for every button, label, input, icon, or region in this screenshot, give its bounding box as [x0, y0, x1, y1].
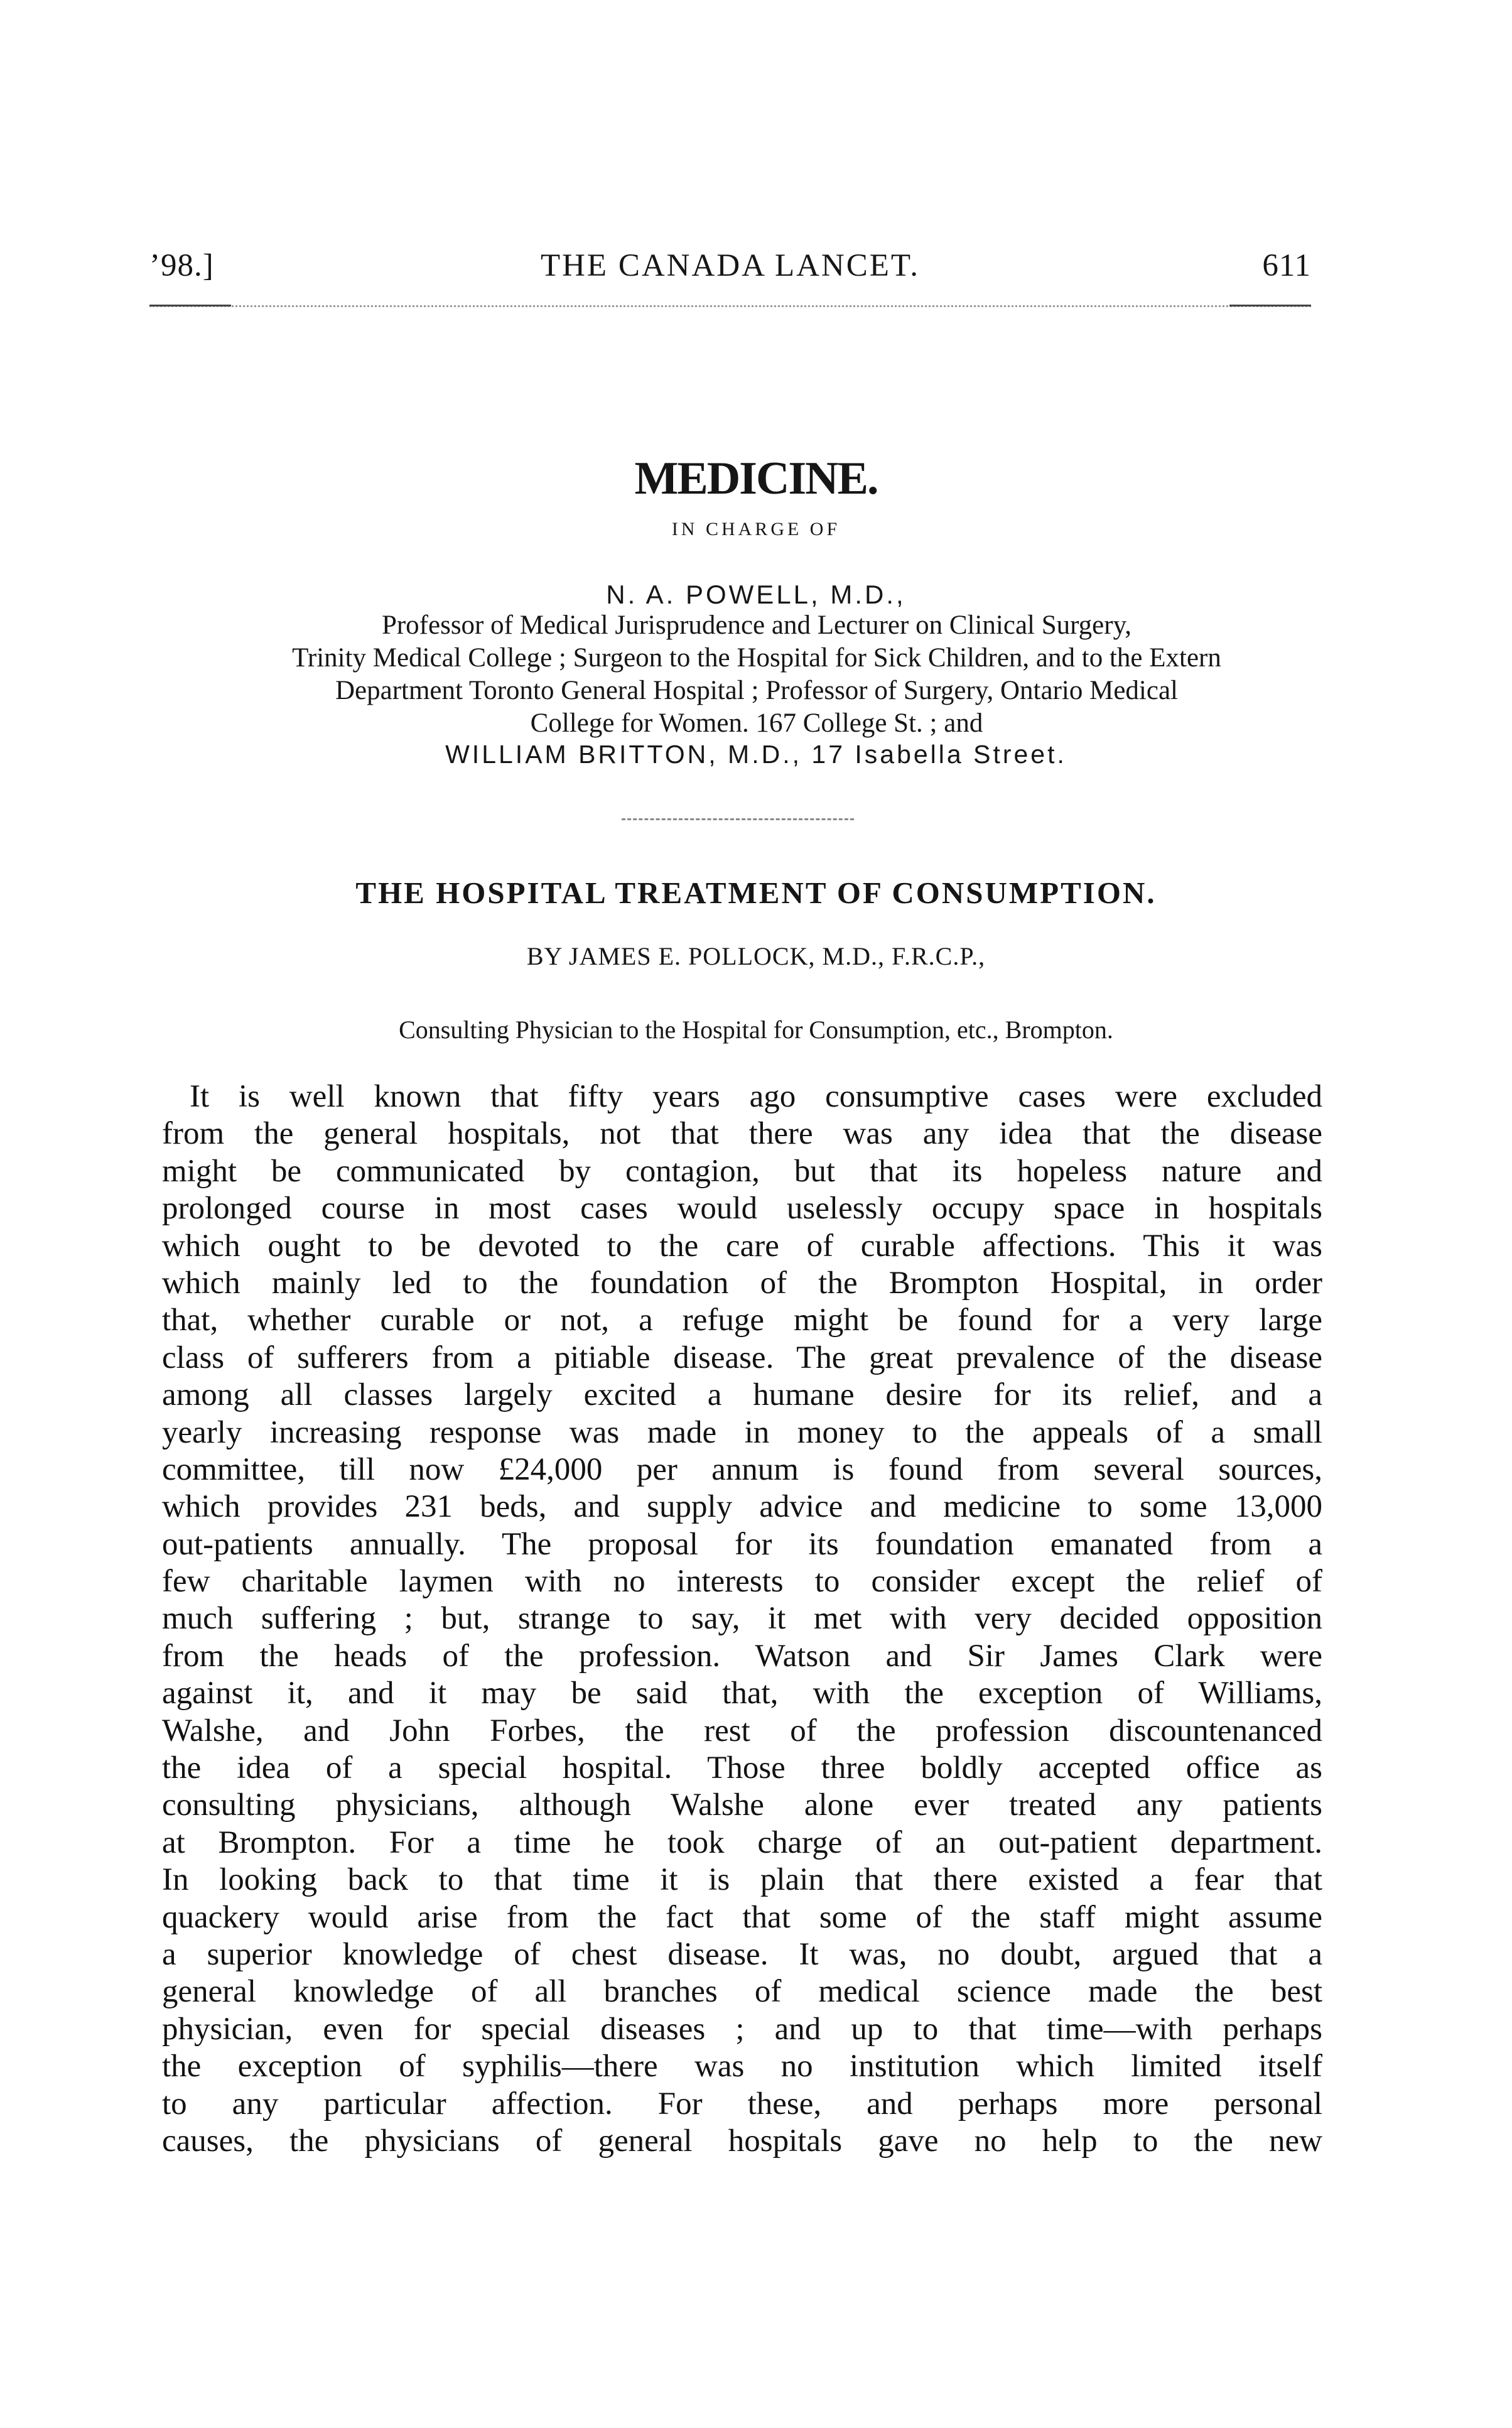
credentials-line: Trinity Medical College ; Surgeon to the Hospital for Sick Children, and to the Extern	[292, 643, 1221, 673]
body-line: committee, till now £24,000 per annum is found from several sources,	[162, 1451, 1322, 1487]
body-line: yearly increasing response was made in money to the appeals of a small	[162, 1414, 1322, 1450]
body-line: out-patients annually. The proposal for its foundation emanated from a	[162, 1526, 1322, 1562]
body-line: physician, even for special diseases ; and up to that time—with perhaps	[162, 2011, 1322, 2047]
credentials-line: Department Toronto General Hospital ; Professor of Surgery, Ontario Medical	[335, 676, 1178, 705]
body-line: the exception of syphilis—there was no institution which limited itself	[162, 2049, 1322, 2084]
body-line: consulting physicians, although Walshe alone ever treated any patients	[162, 1787, 1322, 1823]
body-line: among all classes largely excited a humane desire for its relief, and a	[162, 1377, 1322, 1413]
body-line: causes, the physicians of general hospitals gave no help to the new	[162, 2123, 1322, 2159]
body-line: which provides 231 beds, and supply advice and medicine to some 13,000	[162, 1489, 1322, 1525]
body-line: at Brompton. For a time he took charge of an out-patient department.	[162, 1824, 1322, 1860]
editor-name: N. A. POWELL, M.D.,	[606, 580, 906, 609]
article-title: THE HOSPITAL TREATMENT OF CONSUMPTION.	[355, 875, 1157, 910]
page-number: 611	[1262, 248, 1311, 283]
body-line: which mainly led to the foundation of the Brompton Hospital, in order	[162, 1265, 1322, 1301]
running-head-year: ’98.]	[149, 248, 214, 283]
body-line: general knowledge of all branches of medical science made the best	[162, 1974, 1322, 2010]
article-byline: BY JAMES E. POLLOCK, M.D., F.R.C.P.,	[526, 942, 986, 970]
body-line: from the general hospitals, not that there was any idea that the disease	[162, 1116, 1322, 1152]
body-line: which ought to be devoted to the care of curable affections. This it was	[162, 1228, 1322, 1264]
header-rule	[149, 305, 1311, 309]
body-line: that, whether curable or not, a refuge might be found for a very large	[162, 1303, 1322, 1338]
body-line: might be communicated by contagion, but that its hopeless nature and	[162, 1153, 1322, 1189]
body-line: class of sufferers from a pitiable disease. The great prevalence of the disease	[162, 1340, 1322, 1375]
credentials-line: Professor of Medical Jurisprudence and Lecturer on Clinical Surgery,	[381, 610, 1132, 640]
body-line: the idea of a special hospital. Those three boldly accepted office as	[162, 1750, 1322, 1786]
article-body	[162, 1078, 1322, 2160]
body-line: against it, and it may be said that, with the exception of Williams,	[162, 1676, 1322, 1711]
header-rule-right-segment	[1229, 305, 1311, 306]
section-title: MEDICINE.	[634, 453, 878, 504]
coeditor-line: WILLIAM BRITTON, M.D., 17 Isabella Street.	[445, 740, 1067, 769]
header-rule-left-segment	[149, 305, 231, 306]
body-line: quackery would arise from the fact that some of the staff might assume	[162, 1899, 1322, 1935]
body-line: to any particular affection. For these, and perhaps more personal	[162, 2086, 1322, 2122]
author-affiliation: Consulting Physician to the Hospital for Consumption, etc., Brompton.	[399, 1016, 1113, 1044]
body-line: prolonged course in most cases would uselessly occupy space in hospitals	[162, 1191, 1322, 1227]
body-line: much suffering ; but, strange to say, it met with very decided opposition	[162, 1601, 1322, 1637]
body-line: Walshe, and John Forbes, the rest of the profession discountenanced	[162, 1713, 1322, 1748]
running-head	[149, 244, 1311, 288]
editor-credentials	[176, 609, 1337, 740]
body-line: In looking back to that time it is plain that there existed a fear that	[162, 1862, 1322, 1898]
journal-title: THE CANADA LANCET.	[540, 248, 921, 283]
body-line: a superior knowledge of chest disease. It was, no doubt, argued that a	[162, 1936, 1322, 1972]
in-charge-label: IN CHARGE OF	[671, 519, 841, 539]
body-line: It is well known that fifty years ago consumptive cases were excluded	[190, 1079, 1322, 1114]
section-divider	[622, 818, 854, 820]
body-line: from the heads of the profession. Watson and Sir James Clark were	[162, 1638, 1322, 1674]
credentials-line: College for Women. 167 College St. ; and	[530, 708, 983, 738]
body-line: few charitable laymen with no interests to consider except the relief of	[162, 1564, 1322, 1600]
